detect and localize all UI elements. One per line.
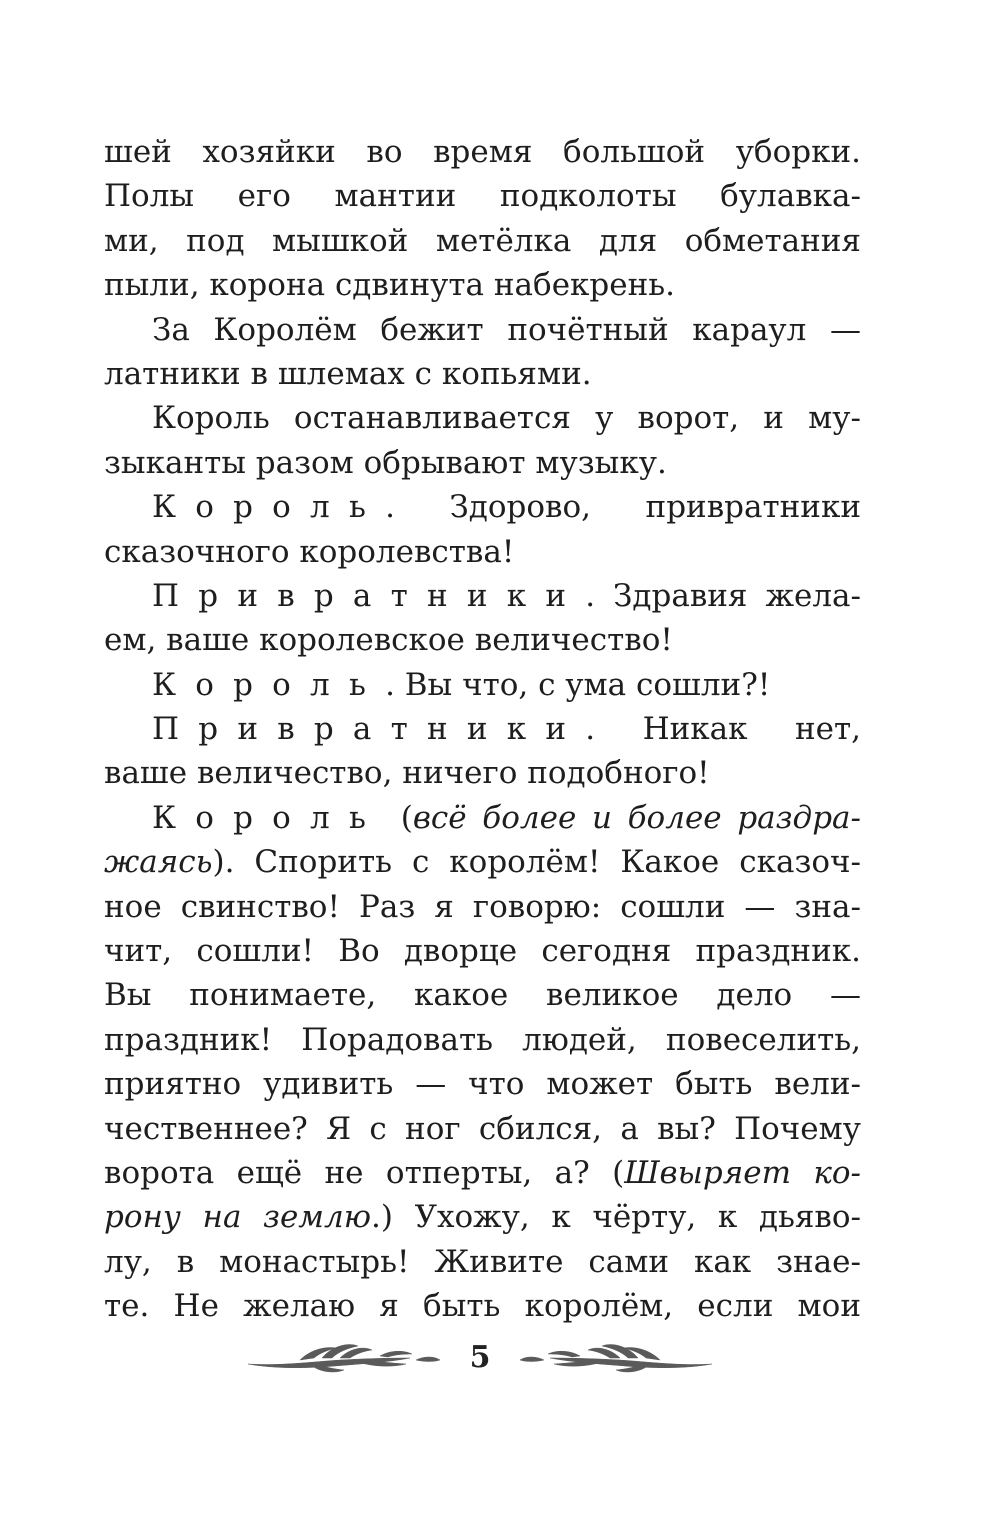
speech-text: ( [385,799,413,836]
speaker-name: Привратники [152,577,586,614]
text-line: ное свинство! Раз я говорю: сошли — зна- [104,888,861,925]
text-line: те. Не желаю я быть королём, если мои [104,1288,861,1325]
text-line: ем, ваше королевское величество! [104,622,673,659]
speaker-name: Король [152,666,386,703]
text-line: сказочного королевства! [104,533,515,570]
speech-text: . Никак нет, [585,711,861,748]
speech-text: ворота ещё не отперты, а? ( [104,1154,625,1191]
text-line: Полы его мантии подколоты булавка- [104,178,861,215]
text-line: Король останавливается у ворот, и му- [152,400,861,437]
stage-direction: всё более и более раздра- [412,799,861,836]
text-line: пыли, корона сдвинута набекрень. [104,267,676,304]
text-line: лу, в монастырь! Живите сами как знае- [104,1243,861,1280]
stage-direction: жаясь [104,844,213,881]
stage-direction: рону на землю [104,1199,372,1236]
text-line: чественнее? Я с ног сбился, а вы? Почему [104,1110,861,1147]
text-line: ваше величество, ничего подобного! [104,755,710,792]
text-line: За Королём бежит почётный караул — [152,311,861,348]
text-line: чит, сошли! Во дворце сегодня праздник. [104,933,861,970]
text-line [104,840,861,884]
text-line: приятно удивить — что может быть вели- [104,1066,861,1103]
text-line: ми, под мышкой метёлка для обметания [104,222,861,259]
page-footer [240,1338,720,1378]
flourish-ornament-right-icon [510,1338,720,1378]
speaker-name: Король [152,489,386,526]
speech-text: ). Спорить с королём! Какое сказоч- [212,844,861,881]
speaker-name: Король [152,799,386,836]
dialogue-line [104,707,861,751]
dialogue-line [104,574,861,618]
speech-text: . Вы что, с ума сошли?! [385,666,771,703]
text-line: зыканты разом обрывают музыку. [104,444,667,481]
dialogue-line [104,663,861,707]
text-line [104,1195,861,1239]
text-line: латники в шлемах с копьями. [104,355,592,392]
dialogue-line [104,796,861,840]
speech-text: .) Ухожу, к чёрту, к дьяво- [371,1199,861,1236]
page-number: 5 [469,1340,491,1375]
text-line: праздник! Порадовать людей, повеселить, [104,1021,861,1058]
speech-text: . Здорово, привратники [385,489,861,526]
stage-direction: Швыряет ко- [624,1154,861,1191]
text-line: Вы понимаете, какое великое дело — [104,977,861,1014]
text-line [104,1151,861,1195]
text-line: шей хозяйки во время большой уборки. [104,134,861,170]
dialogue-line [104,485,861,529]
book-page-text [104,130,861,1329]
speaker-name: Привратники [152,711,586,748]
speech-text: . Здравия жела- [585,577,861,614]
